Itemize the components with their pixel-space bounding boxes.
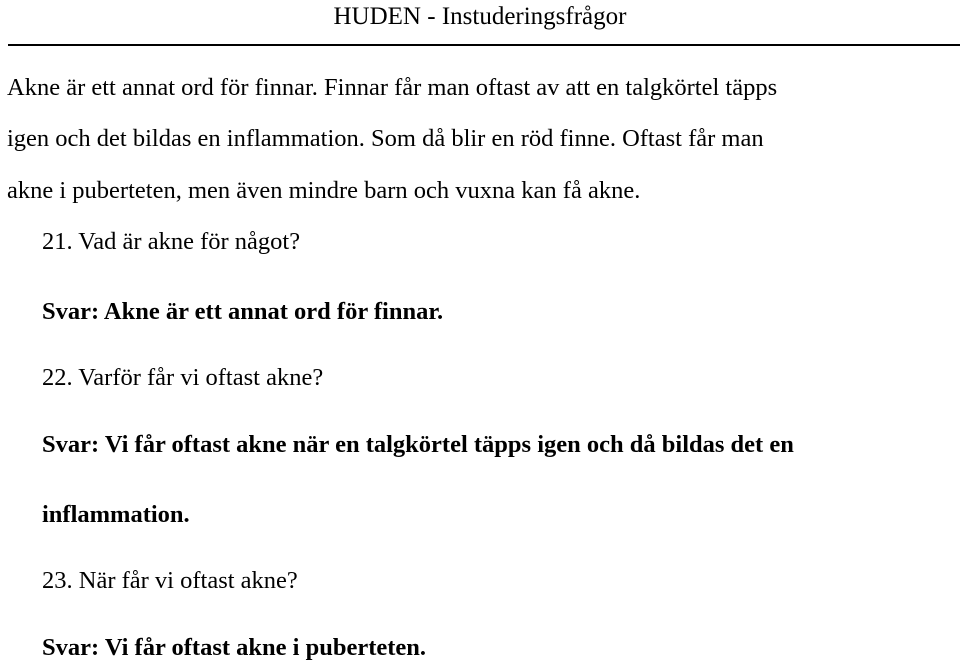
question-21: 21. Vad är akne för något? [42,228,301,255]
answer-21: Svar: Akne är ett annat ord för finnar. [42,298,444,325]
question-23: 23. När får vi oftast akne? [42,567,298,594]
page-header-title: HUDEN - Instuderingsfrågor [333,3,627,30]
intro-line-1: Akne är ett annat ord för finnar. Finnar får man oftast av att en talgkörtel täpps [7,74,778,101]
intro-line-3: akne i puberteten, men även mindre barn och vuxna kan få akne. [7,177,641,204]
answer-22-line-2: inflammation. [42,501,190,528]
intro-line-2: igen och det bildas en inflammation. Som då blir en röd finne. Oftast får man [7,125,764,152]
question-22: 22. Varför får vi oftast akne? [42,364,324,391]
answer-23: Svar: Vi får oftast akne i puberteten. [42,634,427,661]
header-divider [8,44,960,46]
answer-22-line-1: Svar: Vi får oftast akne när en talgkörtel täpps igen och då bildas det en [42,431,794,458]
